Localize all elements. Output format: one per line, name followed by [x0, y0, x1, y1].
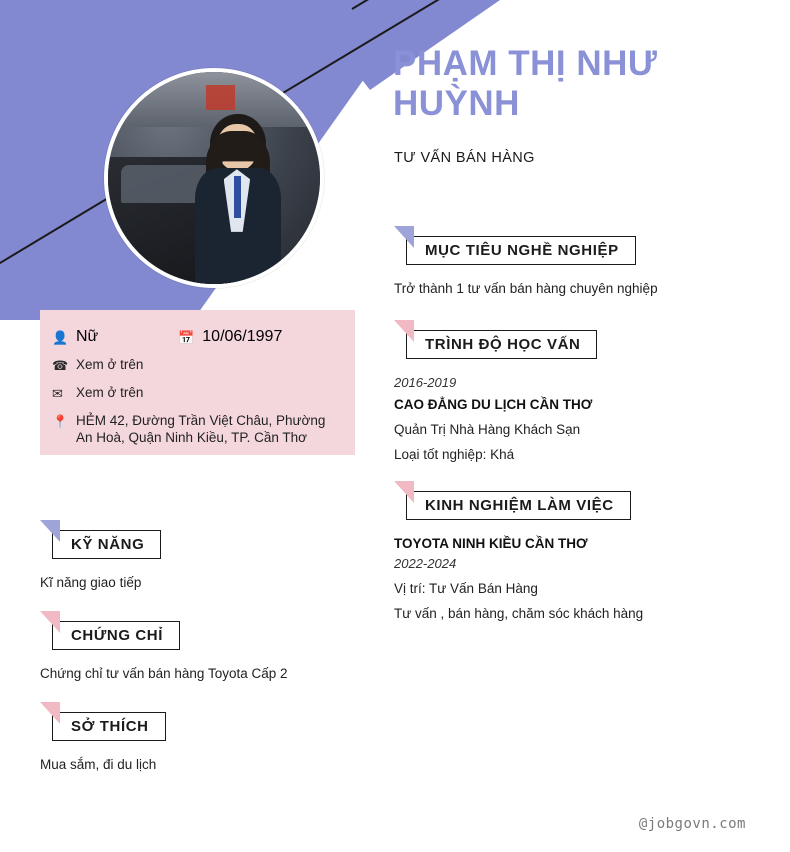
section-experience-header [394, 491, 724, 520]
section-hobbies-header [40, 712, 310, 741]
section-education-header [394, 330, 724, 359]
contact-row-address [52, 412, 352, 446]
education-grade: Loại tốt nghiệp: Khá [394, 447, 515, 462]
contact-row-gender-birth [52, 328, 352, 346]
section-education [394, 330, 724, 465]
contact-info-list [52, 328, 352, 456]
section-experience-body [394, 534, 724, 624]
section-certificates-body: Chứng chỉ tư vấn bán hàng Toyota Cấp 2 [40, 666, 288, 681]
contact-phone-value: Xem ở trên [76, 357, 144, 372]
profile-photo [104, 68, 324, 288]
experience-date: 2022-2024 [394, 556, 457, 571]
phone-icon: ☎ [52, 358, 69, 373]
education-major: Quản Trị Nhà Hàng Khách Sạn [394, 422, 581, 437]
watermark: @jobgovn.com [638, 816, 746, 832]
person-icon: 👤 [52, 330, 69, 345]
mail-icon: ✉ [52, 386, 63, 401]
contact-row-email [52, 384, 352, 402]
education-school: CAO ĐẲNG DU LỊCH CẦN THƠ [394, 397, 593, 412]
section-certificates [40, 621, 310, 684]
section-skills-header [40, 530, 310, 559]
flag-accent-icon [394, 226, 414, 248]
contact-email-value: Xem ở trên [76, 385, 144, 400]
section-objective-title: MỤC TIÊU NGHỀ NGHIỆP [406, 236, 636, 265]
section-skills [40, 530, 310, 593]
section-hobbies-body: Mua sắm, đi du lịch [40, 757, 157, 772]
experience-position: Vị trí: Tư Vấn Bán Hàng [394, 581, 538, 596]
section-skills-title: KỸ NĂNG [52, 530, 161, 559]
job-role: TƯ VẤN BÁN HÀNG [394, 150, 535, 166]
experience-company: TOYOTA NINH KIỀU CẦN THƠ [394, 536, 588, 551]
section-certificates-header [40, 621, 310, 650]
section-hobbies-title: SỞ THÍCH [52, 712, 166, 741]
section-objective [394, 236, 724, 299]
section-objective-body: Trở thành 1 tư vấn bán hàng chuyên nghiệp [394, 281, 658, 296]
location-pin-icon: 📍 [52, 414, 69, 429]
section-objective-header [394, 236, 724, 265]
section-skills-body: Kĩ năng giao tiếp [40, 575, 142, 590]
contact-gender-value: Nữ [76, 328, 99, 345]
contact-gender [52, 328, 98, 346]
section-education-body [394, 373, 724, 465]
education-date: 2016-2019 [394, 375, 457, 390]
section-education-title: TRÌNH ĐỘ HỌC VẤN [406, 330, 597, 359]
experience-duties: Tư vấn , bán hàng, chăm sóc khách hàng [394, 606, 644, 621]
photo-person [193, 110, 303, 284]
photo-red-accent [206, 85, 236, 110]
section-certificates-title: CHỨNG CHỈ [52, 621, 180, 650]
contact-birth-value: 10/06/1997 [202, 328, 283, 345]
contact-row-phone [52, 356, 352, 374]
photo-person-tie [234, 176, 242, 218]
contact-address-value: HẺM 42, Đường Trần Việt Châu, Phường An Hoà, Quận Ninh Kiều, TP. Cần Thơ [76, 413, 326, 445]
section-hobbies [40, 712, 310, 775]
contact-birth [178, 328, 282, 346]
section-experience [394, 491, 724, 624]
calendar-icon: 📅 [178, 330, 195, 345]
section-experience-title: KINH NGHIỆM LÀM VIỆC [406, 491, 631, 520]
page-title: PHẠM THỊ NHƯ HUỲNH [393, 44, 658, 123]
